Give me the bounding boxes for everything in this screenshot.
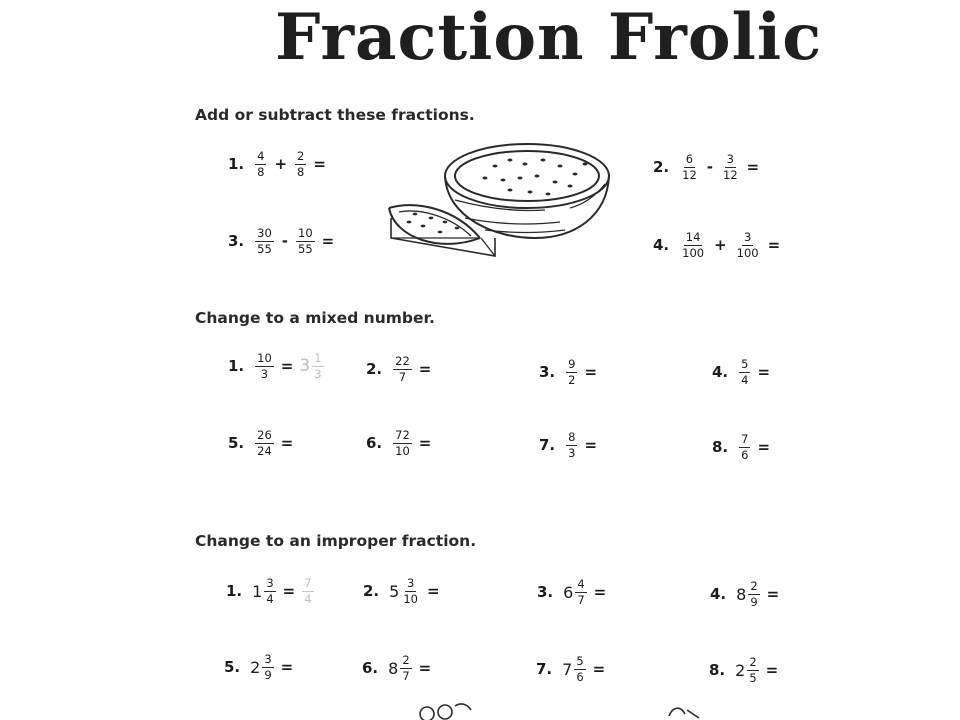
numerator: 22 [395, 354, 410, 368]
fraction [575, 578, 586, 606]
add-problem-2 [653, 153, 759, 181]
fraction [566, 431, 577, 459]
fraction [255, 227, 274, 255]
denominator: 10 [395, 443, 410, 458]
equals-sign: = [765, 661, 779, 680]
fraction [739, 433, 750, 461]
denominator: 100 [736, 245, 759, 260]
bottom-doodle-icon [415, 700, 475, 720]
equals-sign: = [321, 232, 335, 251]
problem-number: 3. [228, 232, 245, 251]
fraction [748, 580, 759, 608]
whole-number: 7 [562, 659, 573, 679]
operator: - [281, 232, 289, 251]
add-problem-3 [228, 227, 334, 255]
denominator: 3 [568, 445, 576, 460]
equals-sign: = [280, 357, 294, 376]
denominator: 3 [314, 366, 322, 381]
fraction [401, 577, 420, 605]
equals-sign: = [592, 660, 606, 679]
fraction [574, 655, 585, 683]
watermelon-illustration [385, 138, 617, 260]
equals-sign: = [584, 363, 598, 382]
improper-problem-4 [710, 580, 779, 608]
numerator: 3 [266, 576, 274, 590]
mixed-problem-6 [366, 429, 431, 457]
operator: + [714, 236, 727, 255]
mixed-problem-2 [366, 355, 431, 383]
problem-number: 7. [536, 660, 553, 679]
problem-number: 2. [366, 360, 383, 379]
bottom-doodle-icon [665, 702, 705, 720]
equals-sign: = [757, 363, 771, 382]
problem-number: 4. [653, 236, 670, 255]
denominator: 55 [257, 241, 272, 256]
equals-sign: = [593, 583, 607, 602]
whole-number: 5 [389, 581, 400, 601]
equals-sign: = [418, 360, 432, 379]
numerator: 1 [314, 351, 322, 365]
numerator: 72 [395, 428, 410, 442]
fraction [264, 577, 275, 605]
denominator: 24 [257, 443, 272, 458]
problem-number: 3. [539, 363, 556, 382]
numerator: 9 [568, 357, 576, 371]
fraction [400, 654, 411, 682]
denominator: 7 [398, 369, 407, 384]
numerator: 2 [750, 579, 758, 593]
mixed-problem-8 [712, 433, 770, 461]
problem-number: 1. [228, 357, 245, 376]
denominator: 9 [264, 667, 272, 682]
worksheet-title: Fraction Frolic [275, 0, 823, 75]
denominator: 7 [402, 668, 410, 683]
equals-sign: = [418, 434, 432, 453]
denominator: 4 [304, 591, 312, 606]
improper-problem-3 [537, 578, 606, 606]
add-problem-1 [228, 150, 326, 178]
numerator: 10 [257, 351, 272, 365]
fraction [739, 358, 750, 386]
problem-number: 4. [710, 585, 727, 604]
mixed-problem-7 [539, 431, 597, 459]
denominator: 55 [298, 241, 313, 256]
whole-number: 1 [252, 581, 263, 601]
fraction [302, 577, 313, 605]
fraction [393, 355, 412, 383]
section-heading-add-subtract: Add or subtract these fractions. [195, 106, 475, 124]
equals-sign: = [757, 438, 771, 457]
problem-number: 7. [539, 436, 556, 455]
improper-problem-1 [226, 577, 315, 605]
mixed-problem-1 [228, 352, 325, 380]
whole-number: 8 [388, 658, 399, 678]
denominator: 6 [741, 447, 749, 462]
fraction [255, 150, 266, 178]
improper-problem-2 [363, 577, 440, 605]
equals-sign: = [584, 436, 598, 455]
numerator: 4 [577, 577, 585, 591]
equals-sign: = [767, 236, 781, 255]
fraction [747, 656, 758, 684]
improper-problem-7 [536, 655, 605, 683]
equals-sign: = [418, 659, 432, 678]
fraction [721, 153, 740, 181]
problem-number: 2. [653, 158, 670, 177]
improper-problem-6 [362, 654, 431, 682]
equals-sign: = [282, 582, 296, 601]
operator: + [274, 155, 288, 174]
fraction [255, 429, 274, 457]
denominator: 7 [577, 592, 585, 607]
problem-number: 2. [363, 582, 380, 601]
problem-number: 8. [709, 661, 726, 680]
handwritten-answer [301, 577, 314, 605]
denominator: 10 [403, 591, 418, 606]
numerator: 10 [298, 226, 313, 240]
equals-sign: = [280, 434, 294, 453]
numerator: 8 [568, 430, 576, 444]
denominator: 2 [568, 372, 576, 387]
problem-number: 5. [228, 434, 245, 453]
fraction [255, 352, 274, 380]
numerator: 14 [685, 230, 701, 244]
numerator: 5 [741, 357, 749, 371]
fraction [312, 352, 323, 380]
denominator: 8 [257, 164, 265, 179]
handwritten-answer [299, 352, 324, 380]
numerator: 3 [406, 576, 415, 590]
section-heading-improper-fraction: Change to an improper fraction. [195, 532, 477, 550]
answer-whole: 3 [299, 356, 311, 377]
denominator: 5 [749, 670, 757, 685]
numerator: 3 [264, 652, 272, 666]
mixed-problem-5 [228, 429, 293, 457]
mixed-problem-4 [712, 358, 770, 386]
denominator: 3 [260, 366, 269, 381]
equals-sign: = [313, 155, 326, 174]
numerator: 30 [257, 226, 272, 240]
denominator: 9 [750, 594, 758, 609]
operator: - [706, 158, 714, 177]
numerator: 2 [402, 653, 410, 667]
numerator: 7 [304, 576, 312, 590]
fraction [393, 429, 412, 457]
denominator: 6 [576, 669, 584, 684]
problem-number: 6. [362, 659, 379, 678]
fraction [680, 153, 699, 181]
numerator: 4 [257, 149, 265, 163]
numerator: 6 [685, 152, 694, 166]
numerator: 7 [741, 432, 749, 446]
denominator: 12 [723, 167, 738, 182]
fraction [680, 231, 706, 259]
improper-problem-5 [224, 653, 293, 681]
problem-number: 4. [712, 363, 729, 382]
problem-number: 8. [712, 438, 729, 457]
mixed-problem-3 [539, 358, 597, 386]
equals-sign: = [746, 158, 760, 177]
equals-sign: = [766, 585, 780, 604]
improper-problem-8 [709, 656, 778, 684]
denominator: 4 [741, 372, 749, 387]
whole-number: 2 [735, 660, 746, 680]
denominator: 8 [297, 164, 305, 179]
problem-number: 1. [228, 155, 245, 174]
numerator: 2 [749, 655, 757, 669]
denominator: 4 [266, 591, 274, 606]
fraction [295, 150, 306, 178]
section-heading-mixed-number: Change to a mixed number. [195, 309, 435, 327]
fraction [566, 358, 577, 386]
denominator: 100 [682, 245, 705, 260]
whole-number: 2 [250, 657, 261, 677]
add-problem-4 [653, 231, 780, 259]
fraction [735, 231, 761, 259]
problem-number: 3. [537, 583, 554, 602]
problem-number: 1. [226, 582, 243, 601]
numerator: 5 [576, 654, 584, 668]
fraction [262, 653, 273, 681]
equals-sign: = [426, 582, 440, 601]
problem-number: 6. [366, 434, 383, 453]
numerator: 3 [743, 230, 752, 244]
numerator: 3 [726, 152, 734, 166]
whole-number: 6 [563, 582, 574, 602]
numerator: 2 [297, 149, 305, 163]
equals-sign: = [280, 658, 294, 677]
whole-number: 8 [736, 584, 747, 604]
fraction [296, 227, 315, 255]
problem-number: 5. [224, 658, 241, 677]
denominator: 12 [682, 167, 697, 182]
numerator: 26 [257, 428, 272, 442]
